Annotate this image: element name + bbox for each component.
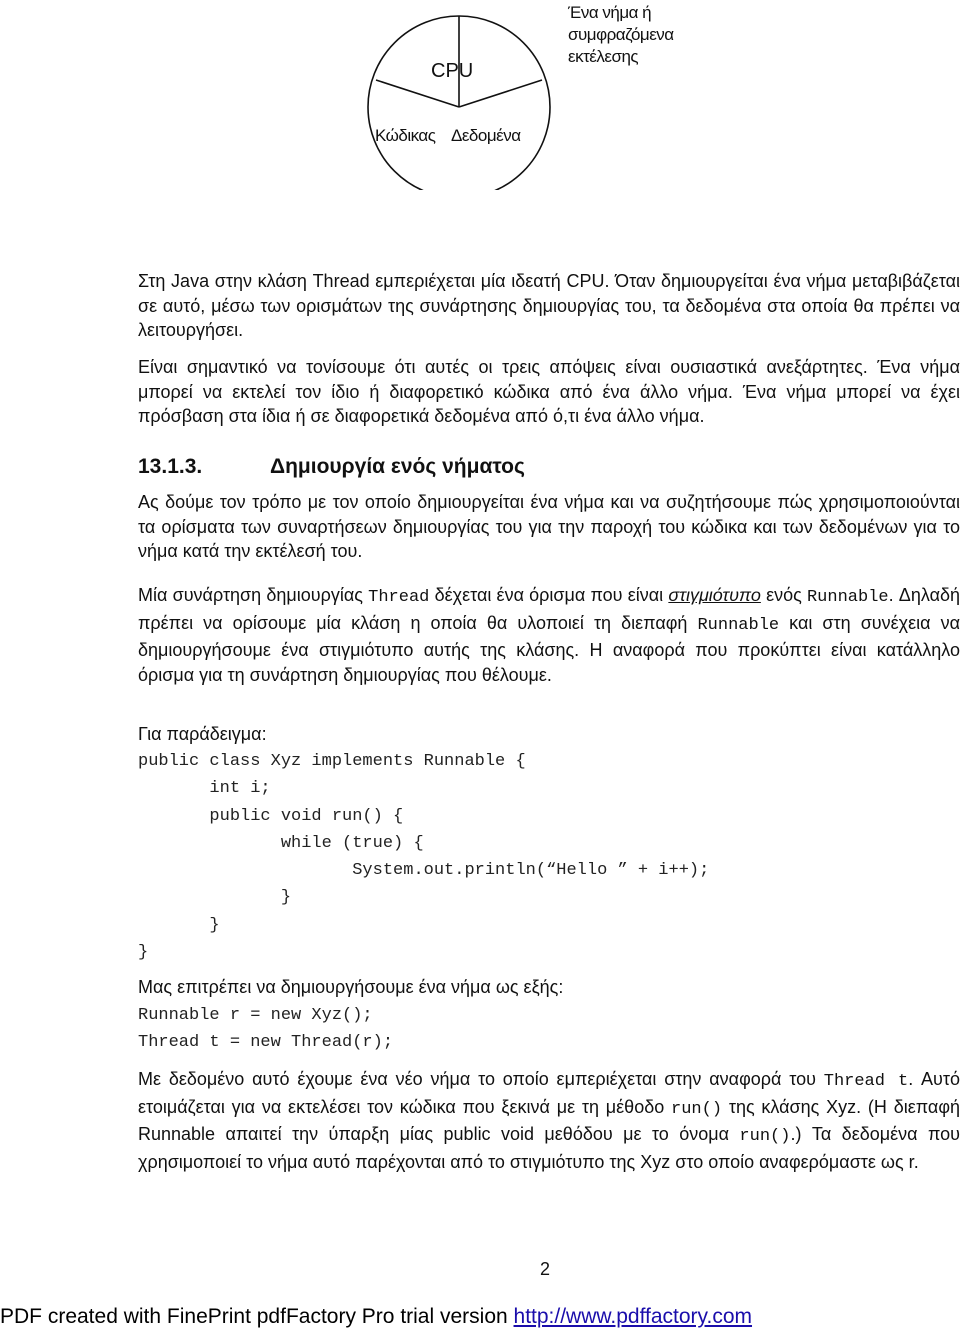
code-label: Κώδικας <box>375 126 436 145</box>
section-number: 13.1.3. <box>138 455 203 478</box>
paragraph-text: Στη Java στην κλάση Thread εμπεριέχεται μία ιδεατή CPU. Όταν δημιουργείται ένα νήμα μεταβιβάζεται σε αυτό, μέσω των ορισμάτων της συνάρτησης δημιουργίας του, τα δεδομένα στα οποία θα πρέπει να λειτουργήσει. <box>138 271 960 340</box>
paragraph-constructor <box>138 583 960 687</box>
example-label <box>138 722 960 747</box>
paragraph-explanation <box>138 1067 960 1174</box>
code-inline: run() <box>739 1127 791 1146</box>
text-run: Μία συνάρτηση δημιουργίας <box>138 585 369 605</box>
text-run: Με δεδομένο αυτό έχουμε ένα νέο νήμα το οποίο εμπεριέχεται στην αναφορά του <box>138 1069 824 1089</box>
code-line: public class Xyz implements Runnable { <box>138 752 526 771</box>
data-label: Δεδομένα <box>451 126 521 145</box>
paragraph-text: Μας επιτρέπει να δημιουργήσουμε ένα νήμα ως εξής: <box>138 977 564 997</box>
text-run: απαιτεί την ύπαρξη μίας <box>215 1124 444 1144</box>
code-inline: r <box>908 1151 914 1172</box>
text-run: δέχεται ένα όρισμα που είναι <box>429 585 669 605</box>
footer-link[interactable]: http://www.pdffactory.com <box>513 1305 753 1328</box>
code-line: int i; <box>138 779 271 799</box>
allows-label <box>138 975 960 1000</box>
divider-left <box>376 80 459 107</box>
code-line: Thread t = new Thread(r); <box>138 1033 394 1053</box>
code-line: while (true) { <box>138 833 424 853</box>
code-inline: Thread t <box>823 1072 909 1091</box>
page-number: 2 <box>540 1259 551 1279</box>
text-run: .) Τα δεδομένα που χρησιμοποιεί το νήμα αυτό παρέχονται από το στιγμιότυπο της <box>138 1124 960 1172</box>
text-run: της κλάσης <box>722 1096 827 1117</box>
code-line: } <box>138 915 220 935</box>
text-run: ενός <box>760 585 807 605</box>
text-run: . Δηλαδή πρέπει να ορίσουμε μία κλάση η οποία θα υλοποιεί τη διεπαφή <box>138 585 960 633</box>
code-inline: Xyz <box>640 1151 671 1172</box>
code-inline: Runnable <box>806 588 889 607</box>
paragraph-text <box>138 583 960 687</box>
paragraph-text: Ας δούμε τον τρόπο με τον οποίο δημιουργείται ένα νήμα και να συζητήσουμε πώς χρησιμοποιούνται τα ορίσματα των συναρτήσεων δημιουργίας του για την παροχή του κώδικα και των δεδομένων για το νήμα κατά την εκτέλεσή του. <box>138 492 960 561</box>
paragraph-independent-views <box>138 355 960 429</box>
paragraph-text: Για παράδειγμα: <box>138 724 267 744</box>
caption-line: εκτέλεσης <box>568 47 639 66</box>
emphasis-instance: στιγμιότυπο <box>668 585 761 605</box>
thread-diagram <box>366 0 746 190</box>
pdf-footer <box>0 1305 752 1329</box>
section-title: Δημιουργία ενός νήματος <box>270 455 525 478</box>
text-run: . Αυτό ετοιμάζεται για να εκτελέσει τον κώδικα που ξεκινά με τη μέθοδο <box>138 1069 960 1117</box>
code-inline: Xyz <box>826 1096 857 1117</box>
caption-line: συμφραζόμενα <box>568 25 674 44</box>
thread-circle-diagram <box>366 0 746 190</box>
code-line: } <box>138 943 149 963</box>
text-run: και στη συνέχεια να δημιουργήσουμε ένα στιγμιότυπο αυτής της κλάσης. Η αναφορά που προκύπτει είναι κατάλληλο όρισμα για τη συνάρτηση δημιουργίας που θέλουμε. <box>138 612 960 685</box>
code-inline: Runnable <box>138 1124 216 1144</box>
paragraph-text <box>138 1067 960 1174</box>
code-inline: public void <box>443 1124 534 1144</box>
footer-text: PDF created with FinePrint pdfFactory Pro trial version <box>0 1305 514 1328</box>
section-heading <box>138 455 525 479</box>
caption-line: Ένα νήμα ή <box>568 3 652 22</box>
code-line: } <box>138 888 292 908</box>
text-run: . (Η διεπαφή <box>856 1096 960 1117</box>
paragraph-java-thread <box>138 269 960 343</box>
code-line: Runnable r = new Xyz(); <box>138 1006 373 1025</box>
divider-right <box>459 80 542 107</box>
code-inline: Thread <box>368 588 430 607</box>
code-inline: Runnable <box>697 615 780 635</box>
text-run: μεθόδου με το όνομα <box>534 1124 740 1144</box>
code-block-class <box>138 748 709 966</box>
paragraph-intro <box>138 490 960 564</box>
code-inline: run() <box>671 1099 723 1119</box>
cpu-label: CPU <box>431 60 474 82</box>
code-block-create-thread <box>138 1002 393 1057</box>
text-run: . <box>913 1151 919 1172</box>
code-line: public void run() { <box>138 806 404 826</box>
text-run: στο οποίο αναφερόμαστε ως <box>670 1151 909 1172</box>
paragraph-text: Είναι σημαντικό να τονίσουμε ότι αυτές οι τρεις απόψεις είναι ουσιαστικά ανεξάρτητες. Ένα νήμα μπορεί να εκτελεί τον ίδιο ή διαφορετικό κώδικα από ένα άλλο νήμα. Ένα νήμα μπορεί να έχει πρόσβαση στα ίδια ή σε διαφορετικά δεδομένα από ό,τι ένα άλλο νήμα. <box>138 357 960 426</box>
code-line: System.out.println(“Hello ” + i++); <box>138 861 710 881</box>
diagram-caption <box>568 2 674 68</box>
